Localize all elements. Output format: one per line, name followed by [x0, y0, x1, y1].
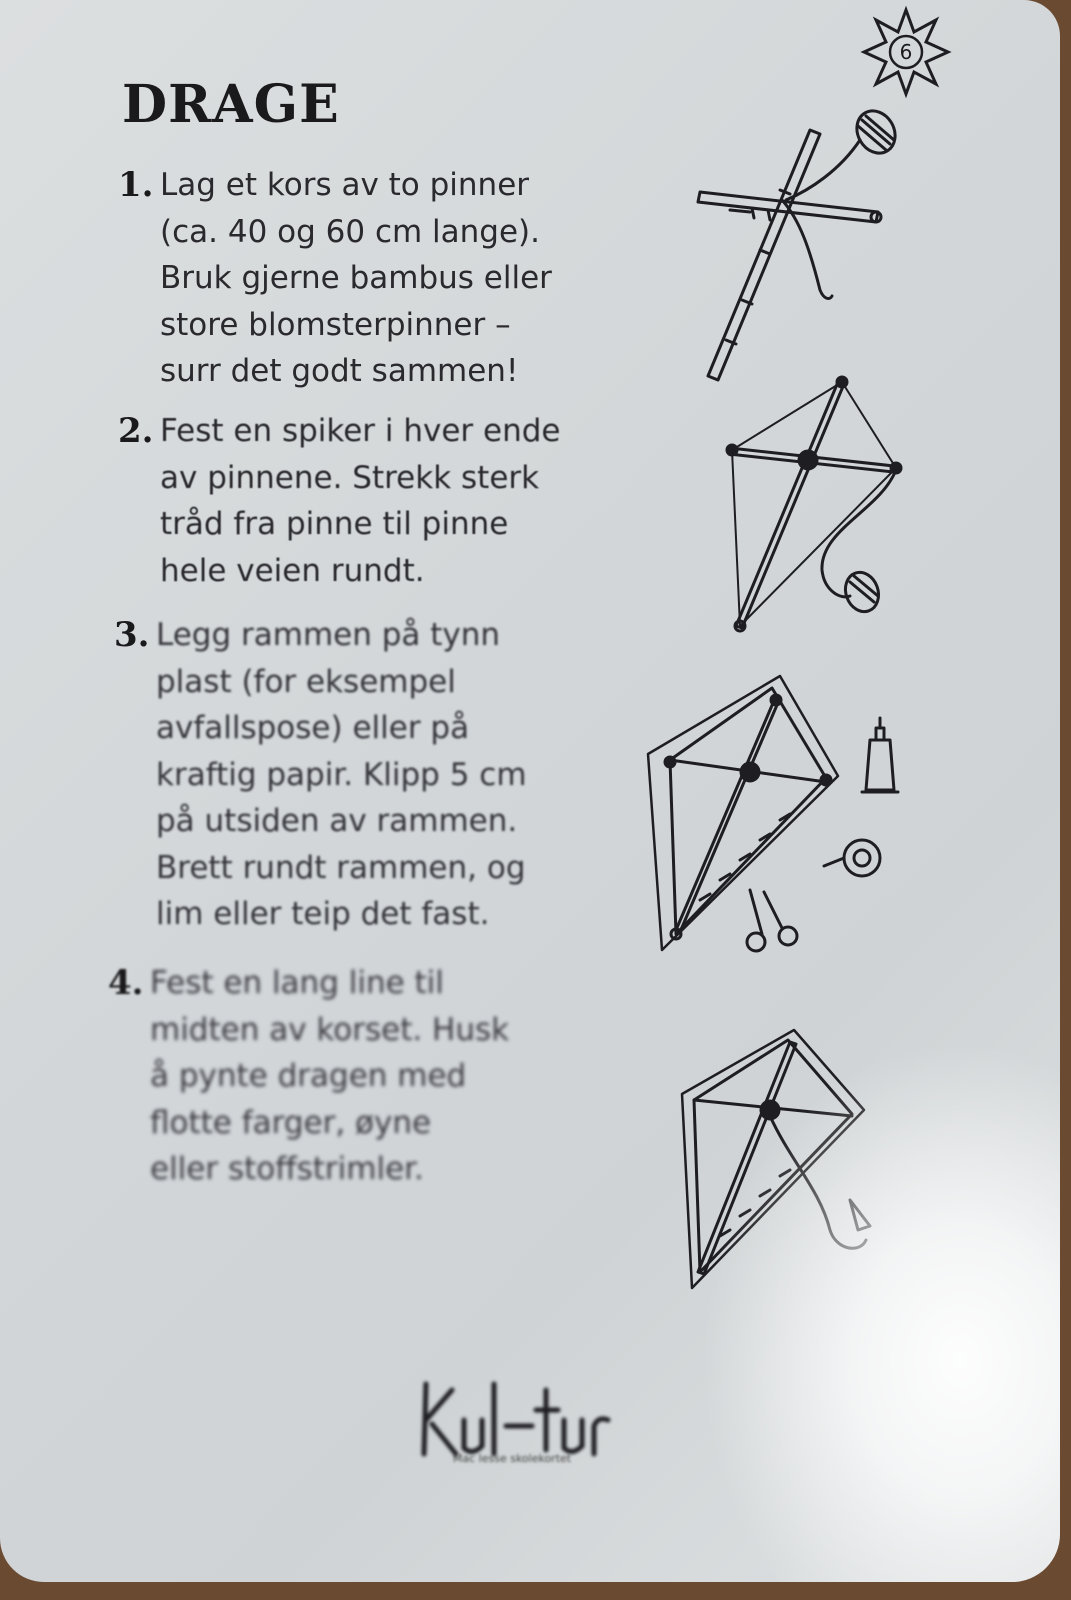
step-number: 1. — [118, 165, 154, 205]
logo-tagline: Mac lesse skolekortet — [452, 1452, 572, 1465]
step-number: 3. — [114, 615, 150, 655]
step-1 — [118, 162, 588, 395]
step-2 — [118, 408, 588, 594]
page-title: DRAGE — [122, 74, 340, 135]
page-number-badge — [860, 6, 952, 98]
kite-cover-illustration — [640, 670, 930, 970]
stick-cross-illustration — [690, 100, 920, 390]
step-text: Lag et kors av to pinner (ca. 40 og 60 cm lange). Bruk gjerne bambus eller store blomsterpinner – surr det godt sammen! — [160, 167, 552, 389]
step-number: 2. — [118, 411, 154, 451]
step-number: 4. — [108, 963, 144, 1003]
step-text: Legg rammen på tynn plast (for eksempel avfallspose) eller på kraftig papir. Klipp 5 cm på utsiden av rammen. Brett rundt rammen, og lim eller teip det fast. — [156, 617, 527, 932]
step-3 — [114, 612, 584, 938]
step-text: Fest en spiker i hver ende av pinnene. Strekk sterk tråd fra pinne til pinne hele veien rundt. — [160, 413, 561, 589]
finished-kite-illustration — [670, 1020, 900, 1310]
page-number: 6 — [899, 40, 913, 64]
step-4 — [108, 960, 578, 1193]
kite-frame-illustration — [710, 370, 910, 640]
step-text: Fest en lang line til midten av korset. Husk å pynte dragen med flotte farger, øyne eller stoffstrimler. — [150, 965, 510, 1187]
